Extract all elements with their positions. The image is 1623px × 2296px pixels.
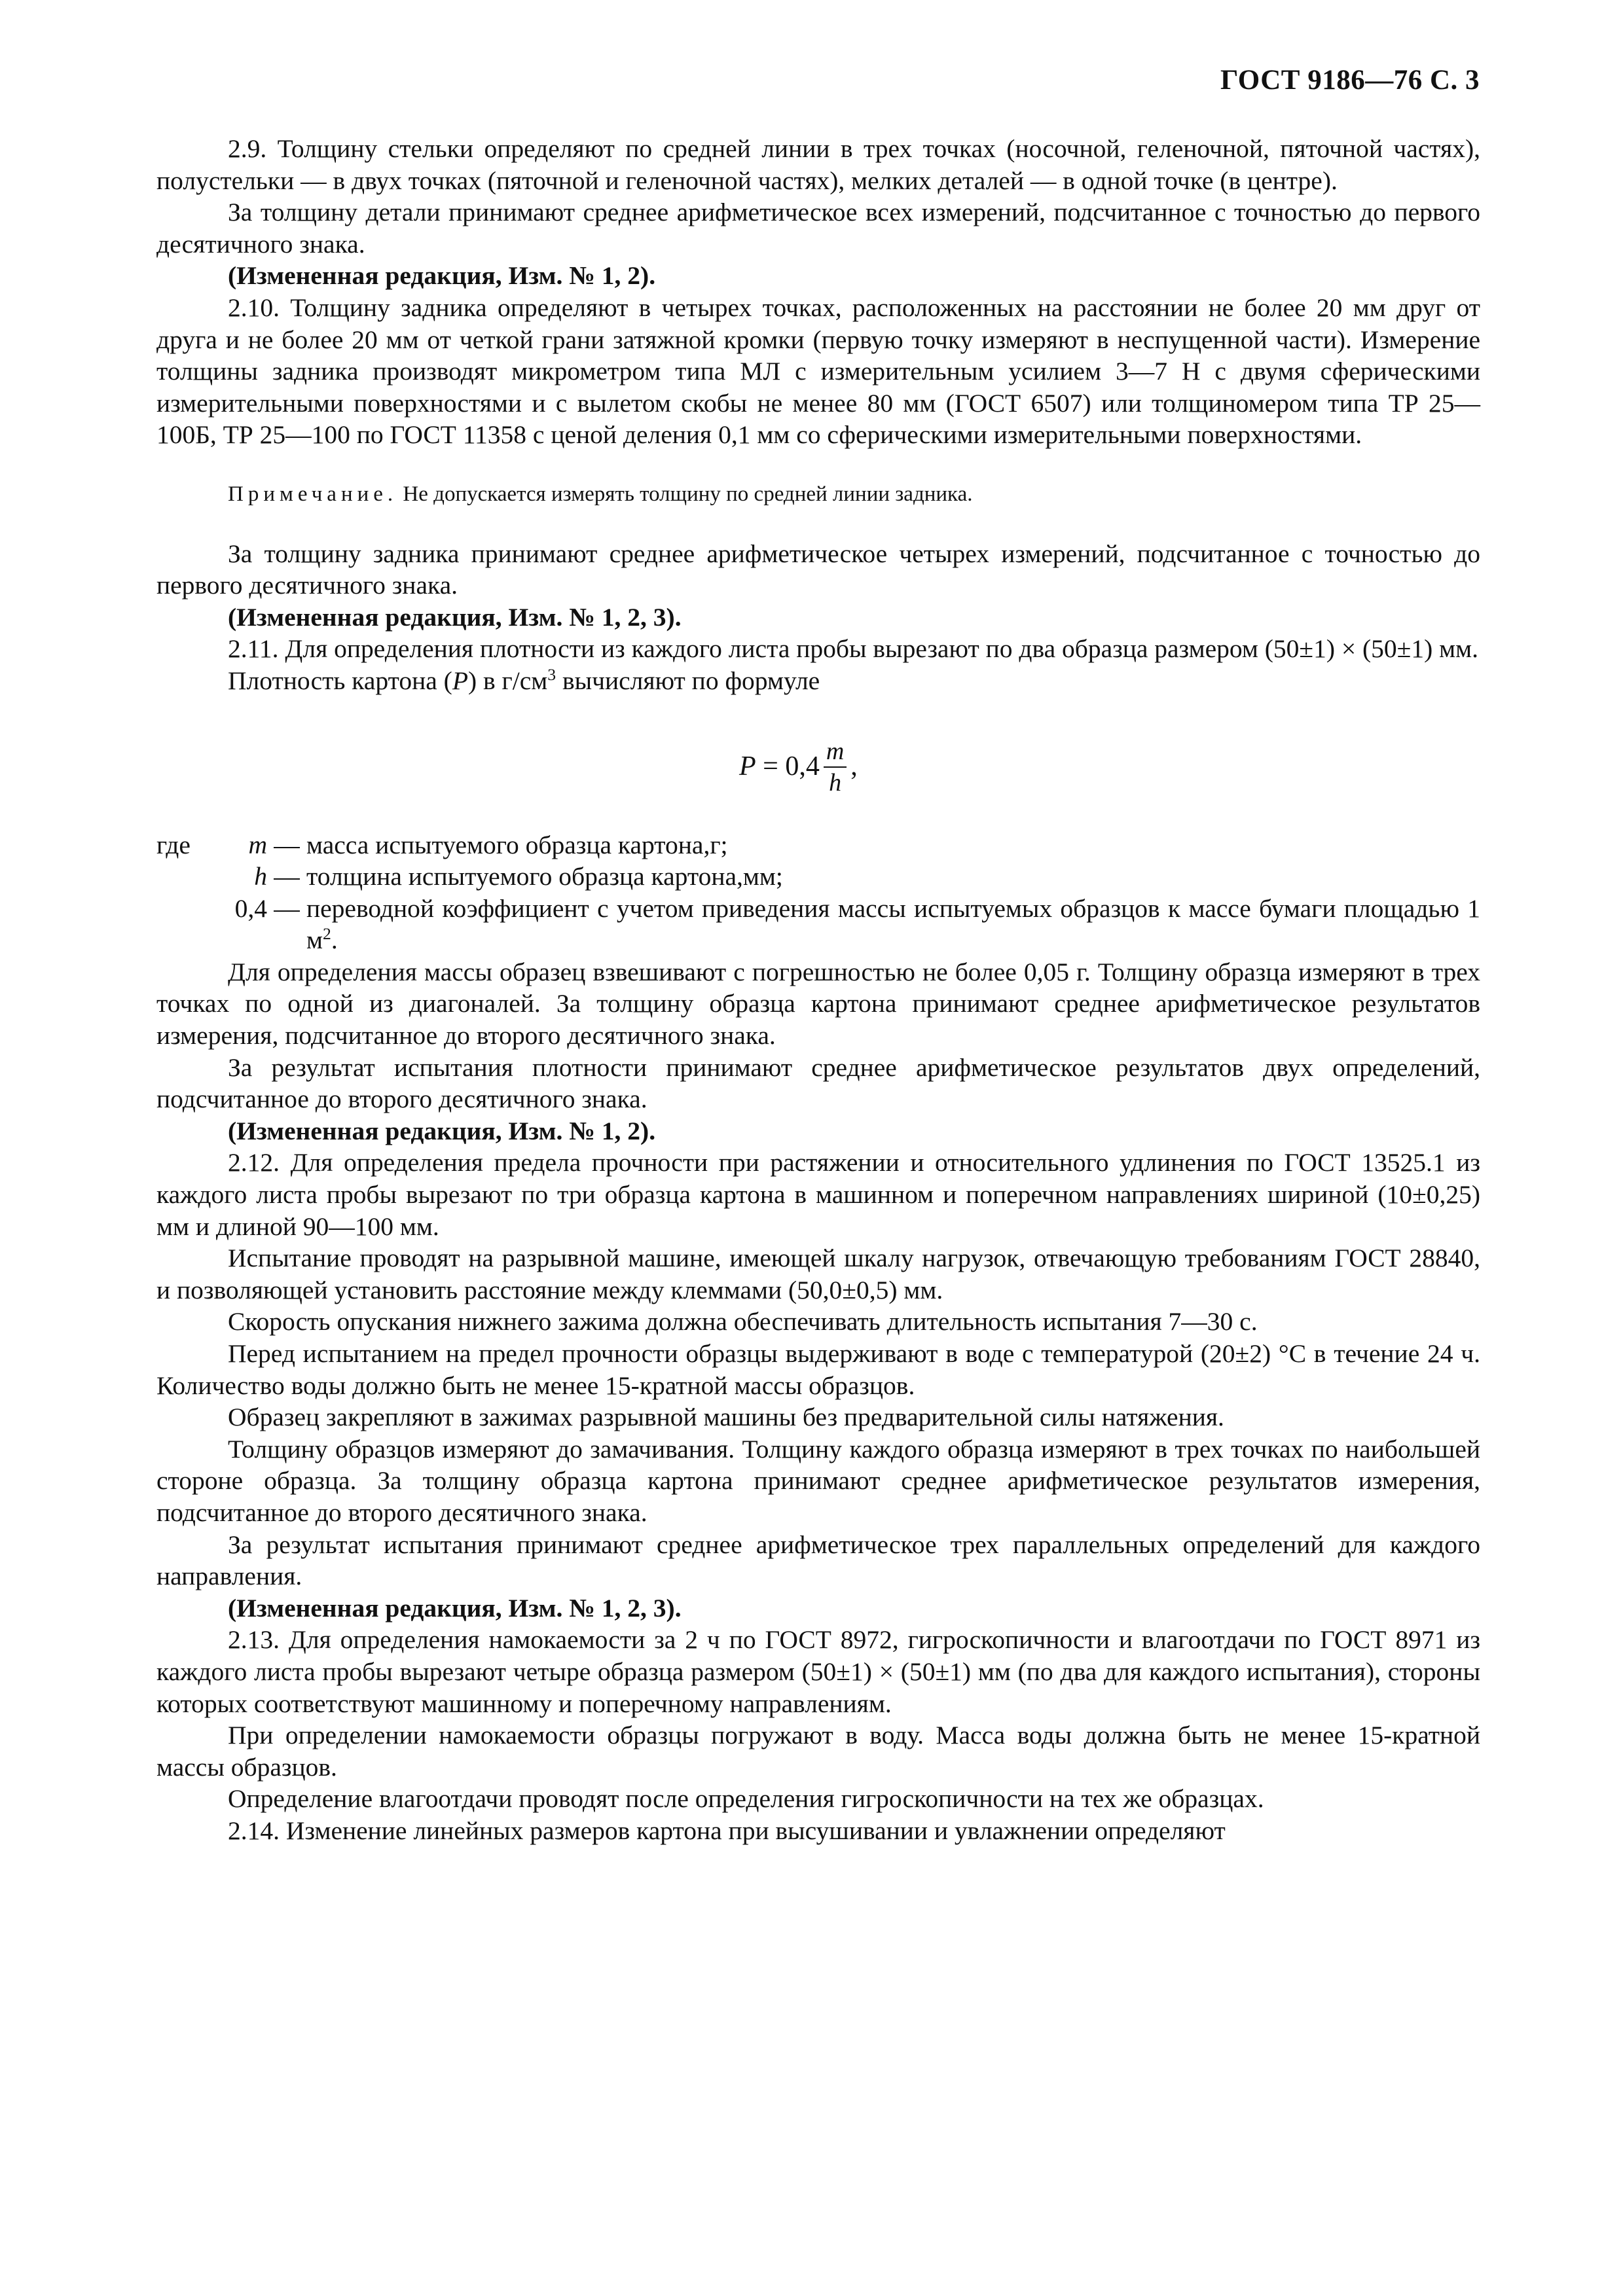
paragraph-2-12-result: За результат испытания принимают среднее арифметическое трех параллельных определений для каждого направления. [156,1530,1480,1591]
note-text: Не допускается измерять толщину по средней линии задника. [403,482,973,506]
formula-numerator: m [824,738,847,768]
paragraph-2-12-thickness: Толщину образцов измеряют до замачивания. Толщину каждого образца измеряют в трех точках по наибольшей стороне образца. За толщину образца картона принимают среднее арифметическое результатов измерения, подсчитанное до второго десятичного знака. [156,1434,1480,1527]
paragraph-2-12-clamp: Образец закрепляют в зажимах разрывной машины без предварительной силы натяжения. [228,1403,1224,1432]
paragraph-density-result: За результат испытания плотности принимают среднее арифметическое результатов двух определений, подсчитанное до второго десятичного знака. [156,1052,1480,1114]
legend-row [156,829,1480,861]
paragraph-2-12-speed: Скорость опускания нижнего зажима должна обеспечивать длительность испытания 7—30 с. [228,1307,1258,1336]
legend-description: толщина испытуемого образца картона,мм; [306,862,783,891]
paragraph-2-13-moisture: Определение влагоотдачи проводят после определения гигроскопичности на тех же образцах. [228,1784,1264,1814]
legend-description: масса испытуемого образца картона,г; [306,830,728,859]
legend-lead: где [156,830,191,859]
legend-dash: — [274,830,300,859]
paragraph-mass: Для определения массы образец взвешивают с погрешностью не более 0,05 г. Толщину образца измеряют в трех точках по одной из диагоналей. За толщину образца картона принимают среднее арифметическое результатов измерения, подсчитанное до второго десятичного знака. [156,957,1480,1050]
note [156,478,1480,511]
legend-symbol: h [254,862,267,891]
legend-dash: — [274,893,300,923]
amendment-note: (Измененная редакция, Изм. № 1, 2). [228,261,656,291]
paragraph-2-12: 2.12. Для определения предела прочности при растяжении и относительного удлинения по ГОСТ 13525.1 из каждого листа пробы вырезают по три образца картона в машинном и поперечном направлениях шириной (10±0,25) мм и длиной 90—100 мм. [156,1148,1480,1241]
formula-lhs: P [739,751,756,782]
legend-row [156,893,1480,956]
formula-fraction [824,738,847,797]
paragraph-2-9: 2.9. Толщину стельки определяют по средней линии в трех точках (носочной, геленочной, пяточной частях), полустельки — в двух точках (пяточной и геленочной частях), мелких деталей — в одной точке (в центре). [156,134,1480,195]
amendment-note: (Измененная редакция, Изм. № 1, 2, 3). [228,1593,682,1623]
paragraph-2-11: 2.11. Для определения плотности из каждого листа пробы вырезают по два образца размером (50±1) × (50±1) мм. [228,634,1478,664]
note-label: Примечание. [228,482,398,506]
legend-row [156,861,1480,893]
legend-dash: — [274,862,300,891]
amendment-note: (Измененная редакция, Изм. № 1, 2, 3). [228,602,682,632]
paragraph-2-11-density: Плотность картона (P) в $г/см^3$ вычисляют по формуле [228,664,820,695]
amendment-note: (Измененная редакция, Изм. № 1, 2). [228,1116,656,1145]
paragraph-2-14: 2.14. Изменение линейных размеров картона при высушивании и увлажнении определяют [228,1816,1226,1845]
paragraph-2-12-machine: Испытание проводят на разрывной машине, имеющей шкалу нагрузок, отвечающую требованиям ГОСТ 28840, и позволяющей установить расстояние между клеммами (50,0±0,5) мм. [156,1244,1480,1304]
legend-symbol: m [248,830,267,859]
document-body [156,133,1480,1847]
legend-symbol: 0,4 [234,893,267,923]
formula-denominator: h [829,768,842,797]
legend-description: переводной коэффициент с учетом приведения массы испытуемых образцов к массе бумаги площадью 1 $м^2$. [306,893,1480,955]
density-formula [156,731,1480,803]
paragraph-2-12-soak: Перед испытанием на предел прочности образцы выдерживают в воде с температурой (20±2) °С в течение 24 ч. Количество воды должно быть не менее 15-кратной массы образцов. [156,1339,1480,1400]
paragraph-2-13-soak: При определении намокаемости образцы погружают в воду. Масса воды должна быть не менее 15-кратной массы образцов. [156,1721,1480,1782]
formula-legend [156,829,1480,956]
paragraph-2-10: 2.10. Толщину задника определяют в четырех точках, расположенных на расстоянии не более 20 мм друг от друга и не более 20 мм от четкой грани затяжной кромки (первую точку измеряют в неспущенной части). Измерение толщины задника производят микрометром типа МЛ с измерительным усилием 3—7 Н с двумя сферическими измерительными поверхностями и с вылетом скобы не менее 80 мм (ГОСТ 6507) или толщиномером типа ТР 25—100Б, ТР 25—100 по ГОСТ 11358 с ценой деления 0,1 мм со сферическими измерительными поверхностями. [156,293,1480,450]
formula-coefficient: = 0,4 [756,751,820,782]
paragraph-2-9-result: За толщину детали принимают среднее арифметическое всех измерений, подсчитанное с точностью до первого десятичного знака. [156,198,1480,259]
paragraph-2-10-result: За толщину задника принимают среднее арифметическое четырех измерений, подсчитанное с точностью до первого десятичного знака. [156,539,1480,600]
page-header: ГОСТ 9186—76 С. 3 [1220,65,1480,96]
paragraph-2-13: 2.13. Для определения намокаемости за 2 ч по ГОСТ 8972, гигроскопичности и влагоотдачи по ГОСТ 8971 из каждого листа пробы вырезают четыре образца размером (50±1) × (50±1) мм (по два для каждого испытания), стороны которых соответствуют машинному и поперечному направлениям. [156,1625,1480,1718]
formula-tail: , [850,751,858,782]
